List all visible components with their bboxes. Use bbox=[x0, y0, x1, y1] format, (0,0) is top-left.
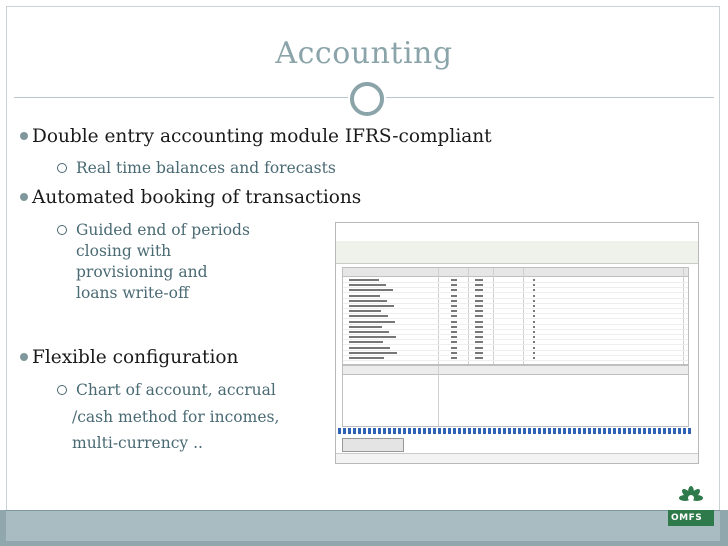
progress-segment bbox=[473, 428, 476, 434]
progress-segment bbox=[688, 428, 691, 434]
progress-segment bbox=[613, 428, 616, 434]
screenshot-grid-cell bbox=[451, 289, 457, 291]
screenshot-grid-cell bbox=[451, 357, 457, 359]
progress-segment bbox=[548, 428, 551, 434]
screenshot-grid-cell bbox=[475, 352, 483, 354]
screenshot-grid-cell bbox=[349, 326, 382, 328]
progress-segment bbox=[543, 428, 546, 434]
progress-segment bbox=[643, 428, 646, 434]
bullet-1-sub-1 bbox=[76, 158, 336, 179]
bullet-3-sub-line-1: Chart of account, accrual bbox=[76, 381, 276, 399]
screenshot-grid-cell bbox=[475, 284, 483, 286]
screenshot-grid-cell bbox=[533, 347, 535, 349]
title-rule-left bbox=[14, 97, 348, 98]
screenshot-grid-cell bbox=[533, 341, 535, 343]
bullet-2-sub-line-1: Guided end of periods bbox=[76, 221, 250, 239]
screenshot-grid-row bbox=[343, 308, 688, 309]
screenshot-grid-row bbox=[343, 355, 688, 356]
progress-segment bbox=[338, 428, 341, 434]
screenshot-header-band bbox=[336, 241, 698, 264]
software-screenshot-image bbox=[335, 222, 699, 464]
screenshot-grid-row bbox=[343, 334, 688, 335]
progress-segment bbox=[588, 428, 591, 434]
bullet-1-text: Double entry accounting module IFRS-compliant bbox=[32, 126, 492, 147]
screenshot-button bbox=[342, 438, 404, 452]
screenshot-statusbar bbox=[336, 453, 698, 464]
progress-segment bbox=[423, 428, 426, 434]
screenshot-grid-cell bbox=[533, 326, 535, 328]
screenshot-grid-row bbox=[343, 282, 688, 283]
screenshot-grid-row bbox=[343, 313, 688, 314]
progress-segment bbox=[493, 428, 496, 434]
bullet-3-sub-line-2: /cash method for incomes, bbox=[72, 408, 280, 426]
progress-segment bbox=[678, 428, 681, 434]
bullet-2-sub-1 bbox=[76, 220, 250, 304]
screenshot-subgrid-header bbox=[343, 366, 688, 375]
progress-segment bbox=[418, 428, 421, 434]
slide-title: Accounting bbox=[275, 36, 453, 71]
screenshot-grid-cell bbox=[451, 310, 457, 312]
screenshot-grid-cell bbox=[475, 347, 483, 349]
progress-segment bbox=[438, 428, 441, 434]
screenshot-grid-cell bbox=[451, 315, 457, 317]
screenshot-grid-cell bbox=[349, 347, 390, 349]
screenshot-grid bbox=[342, 267, 689, 365]
bullet-3-sub-line-3: multi-currency .. bbox=[72, 434, 203, 452]
screenshot-grid-cell bbox=[349, 336, 396, 338]
progress-segment bbox=[363, 428, 366, 434]
bullet-dot-icon bbox=[20, 132, 28, 140]
progress-segment bbox=[463, 428, 466, 434]
progress-segment bbox=[443, 428, 446, 434]
progress-segment bbox=[488, 428, 491, 434]
ring-bullet-icon bbox=[57, 163, 67, 173]
logo-text: OMFS bbox=[671, 513, 703, 523]
screenshot-grid-cell bbox=[349, 315, 388, 317]
progress-segment bbox=[558, 428, 561, 434]
screenshot-grid-cell bbox=[349, 357, 384, 359]
progress-segment bbox=[673, 428, 676, 434]
progress-segment bbox=[628, 428, 631, 434]
bullet-dot-icon bbox=[20, 193, 28, 201]
bullet-1-sub-1-text: Real time balances and forecasts bbox=[76, 159, 336, 177]
screenshot-grid-cell bbox=[533, 315, 535, 317]
progress-segment bbox=[648, 428, 651, 434]
progress-segment bbox=[623, 428, 626, 434]
screenshot-grid-cell bbox=[475, 357, 483, 359]
progress-segment bbox=[658, 428, 661, 434]
bullet-3 bbox=[32, 347, 238, 368]
screenshot-grid-cell bbox=[349, 305, 394, 307]
progress-segment bbox=[408, 428, 411, 434]
screenshot-grid-cell bbox=[533, 331, 535, 333]
screenshot-grid-cell bbox=[475, 341, 483, 343]
screenshot-grid-cell bbox=[533, 352, 535, 354]
progress-segment bbox=[453, 428, 456, 434]
screenshot-grid-cell bbox=[451, 305, 457, 307]
screenshot-grid-cell bbox=[349, 341, 383, 343]
progress-segment bbox=[478, 428, 481, 434]
screenshot-grid-cell bbox=[349, 289, 393, 291]
progress-segment bbox=[498, 428, 501, 434]
screenshot-grid-cell bbox=[451, 336, 457, 338]
bullet-3-sub-1 bbox=[76, 380, 276, 401]
progress-segment bbox=[503, 428, 506, 434]
screenshot-grid-cell bbox=[349, 352, 397, 354]
bullet-2-sub-line-2: closing with bbox=[76, 242, 172, 260]
progress-segment bbox=[358, 428, 361, 434]
progress-segment bbox=[653, 428, 656, 434]
screenshot-grid-row bbox=[343, 292, 688, 293]
progress-segment bbox=[568, 428, 571, 434]
screenshot-grid-cell bbox=[533, 321, 535, 323]
screenshot-grid-cell bbox=[475, 310, 483, 312]
screenshot-grid-cell bbox=[349, 331, 389, 333]
screenshot-grid-cell bbox=[349, 295, 380, 297]
screenshot-subgrid bbox=[342, 365, 689, 427]
screenshot-grid-cell bbox=[533, 310, 535, 312]
progress-segment bbox=[428, 428, 431, 434]
progress-segment bbox=[458, 428, 461, 434]
progress-segment bbox=[468, 428, 471, 434]
title-rule-right bbox=[386, 97, 714, 98]
ring-bullet-icon bbox=[57, 385, 67, 395]
screenshot-grid-row bbox=[343, 318, 688, 319]
screenshot-grid-row bbox=[343, 344, 688, 345]
bullet-3-text: Flexible configuration bbox=[32, 347, 239, 368]
screenshot-grid-cell bbox=[475, 326, 483, 328]
screenshot-grid-row bbox=[343, 324, 688, 325]
bullet-2-sub-line-3: provisioning and bbox=[76, 263, 208, 281]
progress-segment bbox=[598, 428, 601, 434]
progress-segment bbox=[583, 428, 586, 434]
progress-segment bbox=[538, 428, 541, 434]
footer-band-inner bbox=[6, 510, 720, 541]
screenshot-grid-row bbox=[343, 303, 688, 304]
screenshot-grid-cell bbox=[451, 300, 457, 302]
screenshot-grid-cell bbox=[451, 331, 457, 333]
screenshot-grid-cell bbox=[475, 300, 483, 302]
progress-segment bbox=[348, 428, 351, 434]
screenshot-grid-cell bbox=[349, 279, 379, 281]
progress-segment bbox=[608, 428, 611, 434]
screenshot-grid-cell bbox=[451, 347, 457, 349]
progress-segment bbox=[353, 428, 356, 434]
screenshot-grid-cell bbox=[533, 279, 535, 281]
screenshot-grid-cell bbox=[475, 295, 483, 297]
ring-bullet-icon bbox=[57, 225, 67, 235]
progress-segment bbox=[368, 428, 371, 434]
screenshot-grid-cell bbox=[349, 284, 386, 286]
screenshot-grid-header bbox=[343, 268, 688, 277]
screenshot-grid-cell bbox=[451, 326, 457, 328]
progress-segment bbox=[593, 428, 596, 434]
screenshot-grid-row bbox=[343, 287, 688, 288]
progress-segment bbox=[683, 428, 686, 434]
progress-segment bbox=[398, 428, 401, 434]
screenshot-grid-cell bbox=[475, 331, 483, 333]
progress-segment bbox=[403, 428, 406, 434]
screenshot-grid-cell bbox=[475, 305, 483, 307]
progress-segment bbox=[383, 428, 386, 434]
screenshot-grid-cell bbox=[533, 305, 535, 307]
screenshot-grid-cell bbox=[475, 279, 483, 281]
progress-segment bbox=[633, 428, 636, 434]
screenshot-grid-cell bbox=[475, 289, 483, 291]
progress-segment bbox=[618, 428, 621, 434]
screenshot-grid-row bbox=[343, 298, 688, 299]
progress-segment bbox=[513, 428, 516, 434]
screenshot-titlebar bbox=[336, 223, 698, 241]
bullet-2-text: Automated booking of transactions bbox=[32, 187, 362, 208]
bullet-dot-icon bbox=[20, 353, 28, 361]
screenshot-grid-cell bbox=[533, 336, 535, 338]
screenshot-grid-row bbox=[343, 350, 688, 351]
screenshot-grid-cell bbox=[475, 336, 483, 338]
screenshot-grid-cell bbox=[451, 321, 457, 323]
progress-segment bbox=[578, 428, 581, 434]
screenshot-grid-cell bbox=[349, 300, 387, 302]
progress-segment bbox=[413, 428, 416, 434]
screenshot-grid-cell bbox=[451, 341, 457, 343]
screenshot-grid-cell bbox=[451, 284, 457, 286]
progress-segment bbox=[448, 428, 451, 434]
screenshot-grid-cell bbox=[451, 352, 457, 354]
circle-ornament-icon bbox=[350, 82, 384, 116]
screenshot-grid-row bbox=[343, 329, 688, 330]
progress-segment bbox=[663, 428, 666, 434]
bullet-1 bbox=[32, 126, 492, 147]
screenshot-grid-cell bbox=[533, 300, 535, 302]
progress-segment bbox=[343, 428, 346, 434]
subgrid-column-divider bbox=[438, 366, 439, 426]
progress-segment bbox=[533, 428, 536, 434]
screenshot-grid-row bbox=[343, 360, 688, 361]
screenshot-grid-cell bbox=[349, 321, 395, 323]
progress-segment bbox=[433, 428, 436, 434]
progress-segment bbox=[553, 428, 556, 434]
screenshot-grid-cell bbox=[451, 295, 457, 297]
screenshot-grid-cell bbox=[349, 310, 381, 312]
progress-segment bbox=[483, 428, 486, 434]
screenshot-grid-cell bbox=[475, 315, 483, 317]
screenshot-grid-cell bbox=[533, 284, 535, 286]
progress-segment bbox=[518, 428, 521, 434]
screenshot-grid-cell bbox=[533, 295, 535, 297]
progress-segment bbox=[508, 428, 511, 434]
bullet-2 bbox=[32, 187, 361, 208]
screenshot-grid-cell bbox=[533, 289, 535, 291]
progress-segment bbox=[378, 428, 381, 434]
screenshot-grid-row bbox=[343, 339, 688, 340]
screenshot-grid-cell bbox=[451, 279, 457, 281]
progress-segment bbox=[393, 428, 396, 434]
progress-segment bbox=[603, 428, 606, 434]
screenshot-grid-cell bbox=[475, 321, 483, 323]
progress-segment bbox=[528, 428, 531, 434]
progress-segment bbox=[523, 428, 526, 434]
progress-segment bbox=[668, 428, 671, 434]
progress-segment bbox=[638, 428, 641, 434]
bullet-2-sub-line-4: loans write-off bbox=[76, 284, 190, 302]
screenshot-grid-cell bbox=[533, 357, 535, 359]
progress-segment bbox=[388, 428, 391, 434]
progress-segment bbox=[573, 428, 576, 434]
progress-segment bbox=[373, 428, 376, 434]
progress-segment bbox=[563, 428, 566, 434]
screenshot-progress-bar bbox=[338, 428, 694, 434]
